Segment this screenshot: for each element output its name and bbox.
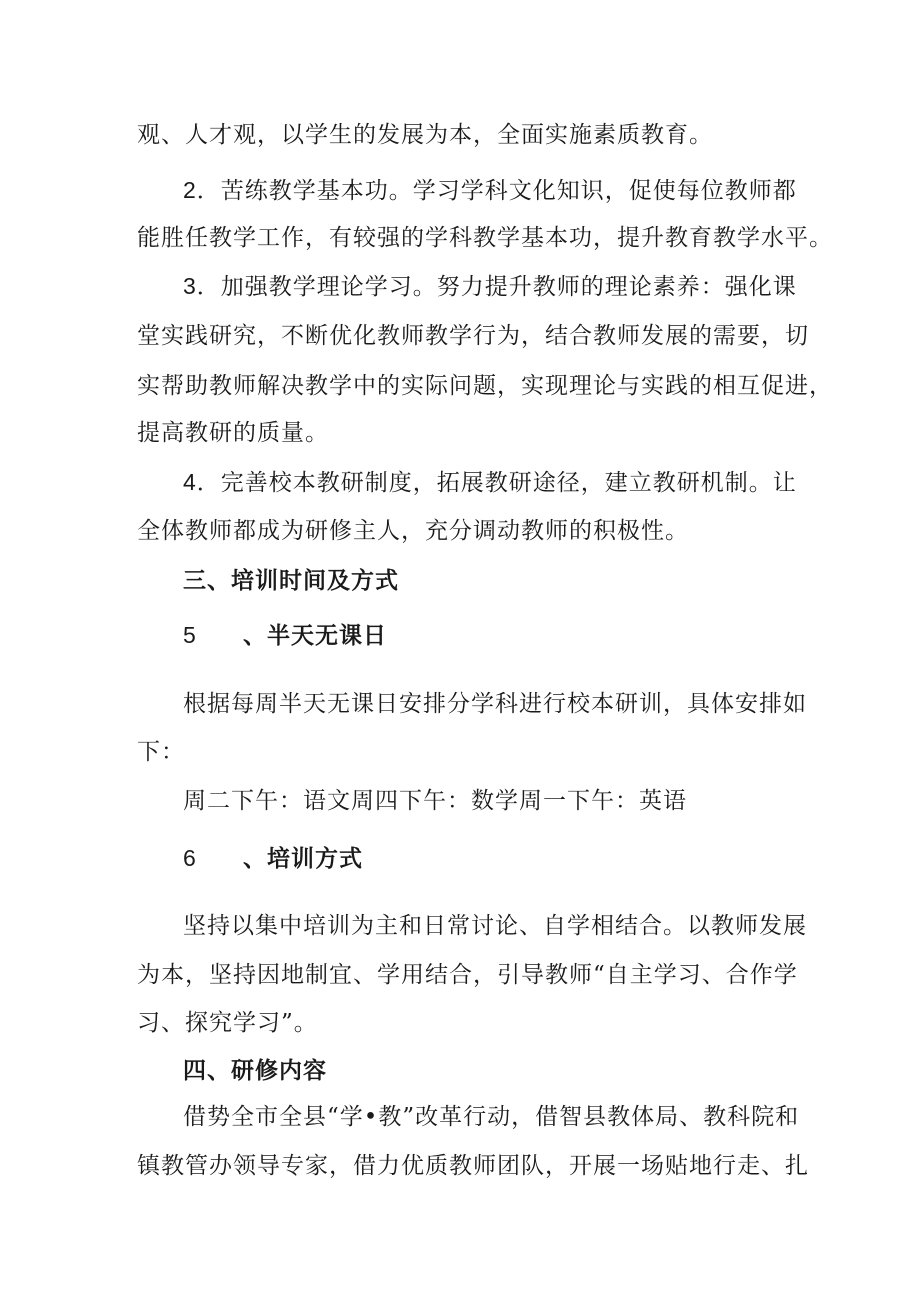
list-number: 2 [183, 177, 197, 203]
paragraph-line: 习、探究学习”。 [137, 1010, 318, 1036]
paragraph-line: 坚持以集中培训为主和日常讨论、自学相结合。以教师发展 [183, 913, 807, 939]
subheading-number: 5 [183, 622, 197, 648]
list-item-3-line1 [183, 271, 797, 302]
list-item-3-line2: 堂实践研究，不断优化教师教学行为，结合教师发展的需要，切 [137, 323, 809, 349]
paragraph-line: 镇教管办领导专家，借力优质教师团队，开展一场贴地行走、扎 [137, 1153, 809, 1179]
section-heading-3: 三、培训时间及方式 [183, 567, 399, 594]
list-item-text: ．完善校本教研制度，拓展教研途径，建立教研机制。让 [196, 470, 797, 496]
list-item-3-line3: 实帮助教师解决教学中的实际问题，实现理论与实践的相互促进， [137, 373, 833, 399]
subheading-number: 6 [183, 845, 197, 871]
list-item-4-line2: 全体教师都成为研修主人，充分调动教师的积极性。 [137, 518, 689, 544]
list-item-4-line1 [183, 467, 797, 498]
paragraph-line: 借势全市全县“学•教”改革行动，借智县教体局、教科院和 [183, 1104, 800, 1130]
list-item-2-line2: 能胜任教学工作，有较强的学科教学基本功，提升教育教学水平。 [137, 225, 833, 251]
list-number: 4 [183, 469, 197, 495]
paragraph-line: 根据每周半天无课日安排分学科进行校本研训，具体安排如 [183, 691, 807, 717]
subheading-5 [183, 620, 387, 651]
list-item-3-line4: 提高教研的质量。 [137, 420, 329, 446]
list-number: 3 [183, 273, 197, 299]
subheading-text: 、培训方式 [243, 845, 363, 872]
list-item-text: ．加强教学理论学习。努力提升教师的理论素养：强化课 [196, 274, 797, 300]
paragraph-line: 为本，坚持因地制宜、学用结合，引导教师“自主学习、合作学 [137, 962, 798, 988]
list-item-2-line1 [183, 175, 797, 206]
subheading-text: 、半天无课日 [243, 622, 387, 649]
subheading-6 [183, 843, 363, 874]
list-item-text: ．苦练教学基本功。学习学科文化知识，促使每位教师都 [196, 178, 797, 204]
paragraph-line: 观、人才观，以学生的发展为本，全面实施素质教育。 [137, 122, 713, 148]
schedule-line: 周二下午：语文周四下午：数学周一下午：英语 [183, 788, 687, 814]
section-heading-4: 四、研修内容 [183, 1057, 327, 1084]
paragraph-line: 下： [137, 739, 185, 765]
